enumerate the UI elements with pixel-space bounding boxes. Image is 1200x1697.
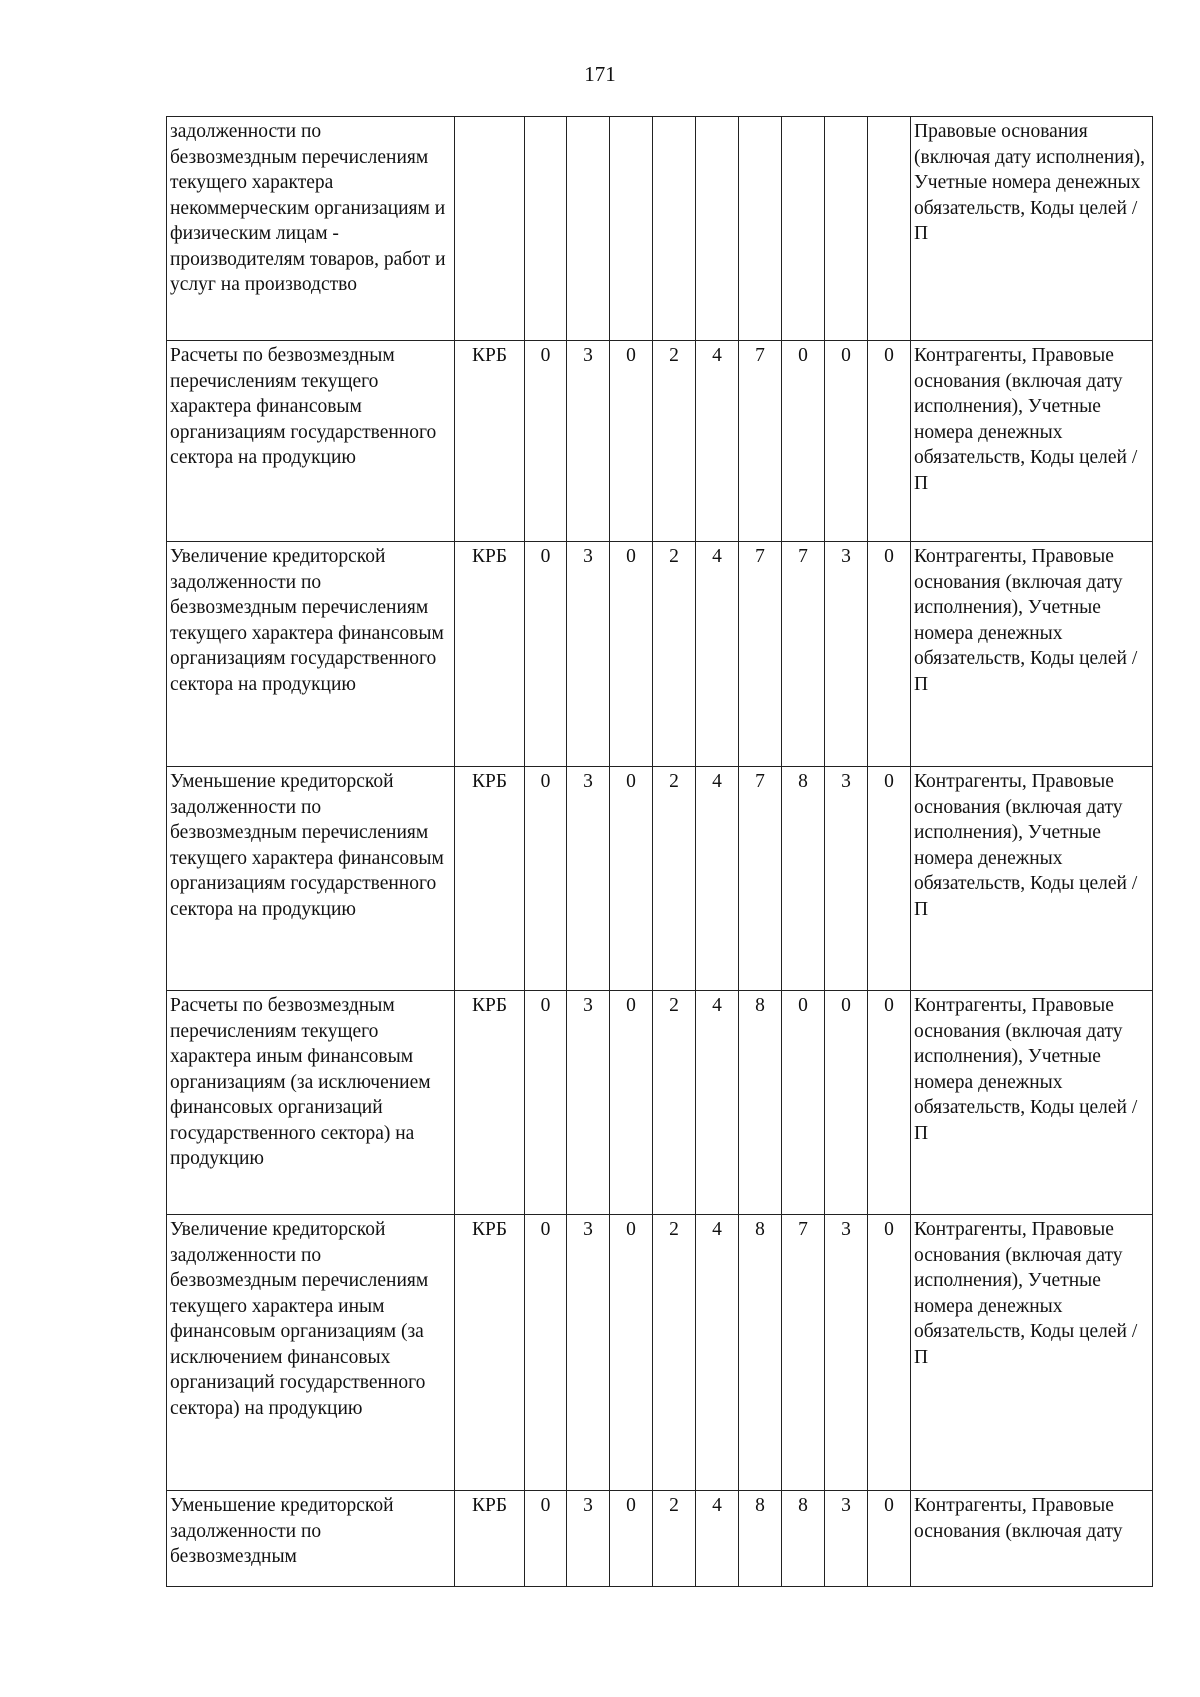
code-digit-cell: 0	[610, 1215, 653, 1491]
source-cell: КРБ	[455, 341, 525, 542]
code-digit-cell	[567, 117, 610, 341]
code-digit-cell	[525, 117, 567, 341]
account-name-cell: Уменьшение кредиторской задолженности по безвозмездным	[167, 1491, 455, 1587]
code-digit-cell	[782, 117, 825, 341]
source-cell: КРБ	[455, 542, 525, 767]
code-digit-cell	[610, 117, 653, 341]
table-row	[167, 1491, 1153, 1587]
code-digit-cell	[739, 117, 782, 341]
code-digit-cell: 0	[610, 991, 653, 1215]
table-row	[167, 767, 1153, 991]
requisites-cell: Контрагенты, Правовые основания (включая дату	[911, 1491, 1153, 1587]
table-row	[167, 341, 1153, 542]
code-digit-cell	[825, 117, 868, 341]
code-digit-cell: 0	[868, 1215, 911, 1491]
code-digit-cell: 8	[739, 1215, 782, 1491]
source-cell: КРБ	[455, 991, 525, 1215]
source-cell: КРБ	[455, 1491, 525, 1587]
code-digit-cell: 0	[525, 542, 567, 767]
code-digit-cell: 7	[739, 542, 782, 767]
code-digit-cell: 4	[696, 991, 739, 1215]
code-digit-cell: 7	[739, 341, 782, 542]
code-digit-cell: 0	[525, 341, 567, 542]
code-digit-cell: 2	[653, 1215, 696, 1491]
account-name-cell: Расчеты по безвозмездным перечислениям текущего характера финансовым организациям государственного сектора на продукцию	[167, 341, 455, 542]
code-digit-cell: 7	[739, 767, 782, 991]
code-digit-cell	[653, 117, 696, 341]
account-name-cell: задолженности по безвозмездным перечислениям текущего характера некоммерческим организациям и физическим лицам - производителям товаров, работ и услуг на производство	[167, 117, 455, 341]
code-digit-cell: 3	[567, 1491, 610, 1587]
requisites-cell: Контрагенты, Правовые основания (включая дату исполнения), Учетные номера денежных обязательств, Коды целей / П	[911, 341, 1153, 542]
account-name-cell: Увеличение кредиторской задолженности по безвозмездным перечислениям текущего характера финансовым организациям государственного сектора на продукцию	[167, 542, 455, 767]
code-digit-cell: 3	[567, 542, 610, 767]
code-digit-cell: 4	[696, 341, 739, 542]
requisites-cell: Правовые основания (включая дату исполнения), Учетные номера денежных обязательств, Коды целей / П	[911, 117, 1153, 341]
code-digit-cell: 2	[653, 341, 696, 542]
code-digit-cell: 0	[610, 341, 653, 542]
source-cell	[455, 117, 525, 341]
code-digit-cell: 4	[696, 542, 739, 767]
code-digit-cell: 8	[739, 1491, 782, 1587]
page-number: 171	[584, 62, 616, 86]
code-digit-cell: 2	[653, 1491, 696, 1587]
code-digit-cell: 0	[868, 767, 911, 991]
source-cell: КРБ	[455, 1215, 525, 1491]
code-digit-cell: 0	[610, 767, 653, 991]
code-digit-cell: 4	[696, 1491, 739, 1587]
code-digit-cell: 3	[825, 542, 868, 767]
requisites-cell: Контрагенты, Правовые основания (включая дату исполнения), Учетные номера денежных обязательств, Коды целей / П	[911, 991, 1153, 1215]
code-digit-cell: 0	[525, 1215, 567, 1491]
code-digit-cell: 0	[525, 991, 567, 1215]
code-digit-cell: 0	[868, 542, 911, 767]
code-digit-cell: 0	[782, 341, 825, 542]
account-name-cell: Уменьшение кредиторской задолженности по безвозмездным перечислениям текущего характера финансовым организациям государственного сектора на продукцию	[167, 767, 455, 991]
table-body	[167, 117, 1153, 1587]
code-digit-cell: 4	[696, 1215, 739, 1491]
code-digit-cell: 3	[825, 1491, 868, 1587]
table-row	[167, 542, 1153, 767]
code-digit-cell: 2	[653, 767, 696, 991]
code-digit-cell: 8	[782, 767, 825, 991]
code-digit-cell: 0	[610, 1491, 653, 1587]
requisites-cell: Контрагенты, Правовые основания (включая дату исполнения), Учетные номера денежных обязательств, Коды целей / П	[911, 1215, 1153, 1491]
code-digit-cell: 0	[868, 1491, 911, 1587]
account-name-cell: Расчеты по безвозмездным перечислениям текущего характера иным финансовым организациям (за исключением финансовых организаций государственного сектора) на продукцию	[167, 991, 455, 1215]
table-row	[167, 1215, 1153, 1491]
code-digit-cell: 8	[782, 1491, 825, 1587]
code-digit-cell: 0	[525, 767, 567, 991]
code-digit-cell: 2	[653, 542, 696, 767]
code-digit-cell: 7	[782, 542, 825, 767]
requisites-cell: Контрагенты, Правовые основания (включая дату исполнения), Учетные номера денежных обязательств, Коды целей / П	[911, 767, 1153, 991]
account-codes-table	[166, 116, 1153, 1587]
source-cell: КРБ	[455, 767, 525, 991]
code-digit-cell: 3	[825, 1215, 868, 1491]
account-name-cell: Увеличение кредиторской задолженности по безвозмездным перечислениям текущего характера иным финансовым организациям (за исключением финансовых организаций государственного сектора) на продукцию	[167, 1215, 455, 1491]
code-digit-cell: 0	[782, 991, 825, 1215]
code-digit-cell: 3	[567, 767, 610, 991]
table-row	[167, 117, 1153, 341]
code-digit-cell: 4	[696, 767, 739, 991]
code-digit-cell: 0	[525, 1491, 567, 1587]
code-digit-cell: 8	[739, 991, 782, 1215]
requisites-cell: Контрагенты, Правовые основания (включая дату исполнения), Учетные номера денежных обязательств, Коды целей / П	[911, 542, 1153, 767]
code-digit-cell: 2	[653, 991, 696, 1215]
code-digit-cell: 0	[825, 341, 868, 542]
code-digit-cell: 7	[782, 1215, 825, 1491]
table-row	[167, 991, 1153, 1215]
code-digit-cell: 0	[825, 991, 868, 1215]
code-digit-cell: 3	[825, 767, 868, 991]
code-digit-cell: 3	[567, 1215, 610, 1491]
code-digit-cell: 0	[868, 991, 911, 1215]
code-digit-cell	[696, 117, 739, 341]
code-digit-cell: 3	[567, 341, 610, 542]
code-digit-cell: 0	[610, 542, 653, 767]
code-digit-cell: 3	[567, 991, 610, 1215]
code-digit-cell: 0	[868, 341, 911, 542]
code-digit-cell	[868, 117, 911, 341]
